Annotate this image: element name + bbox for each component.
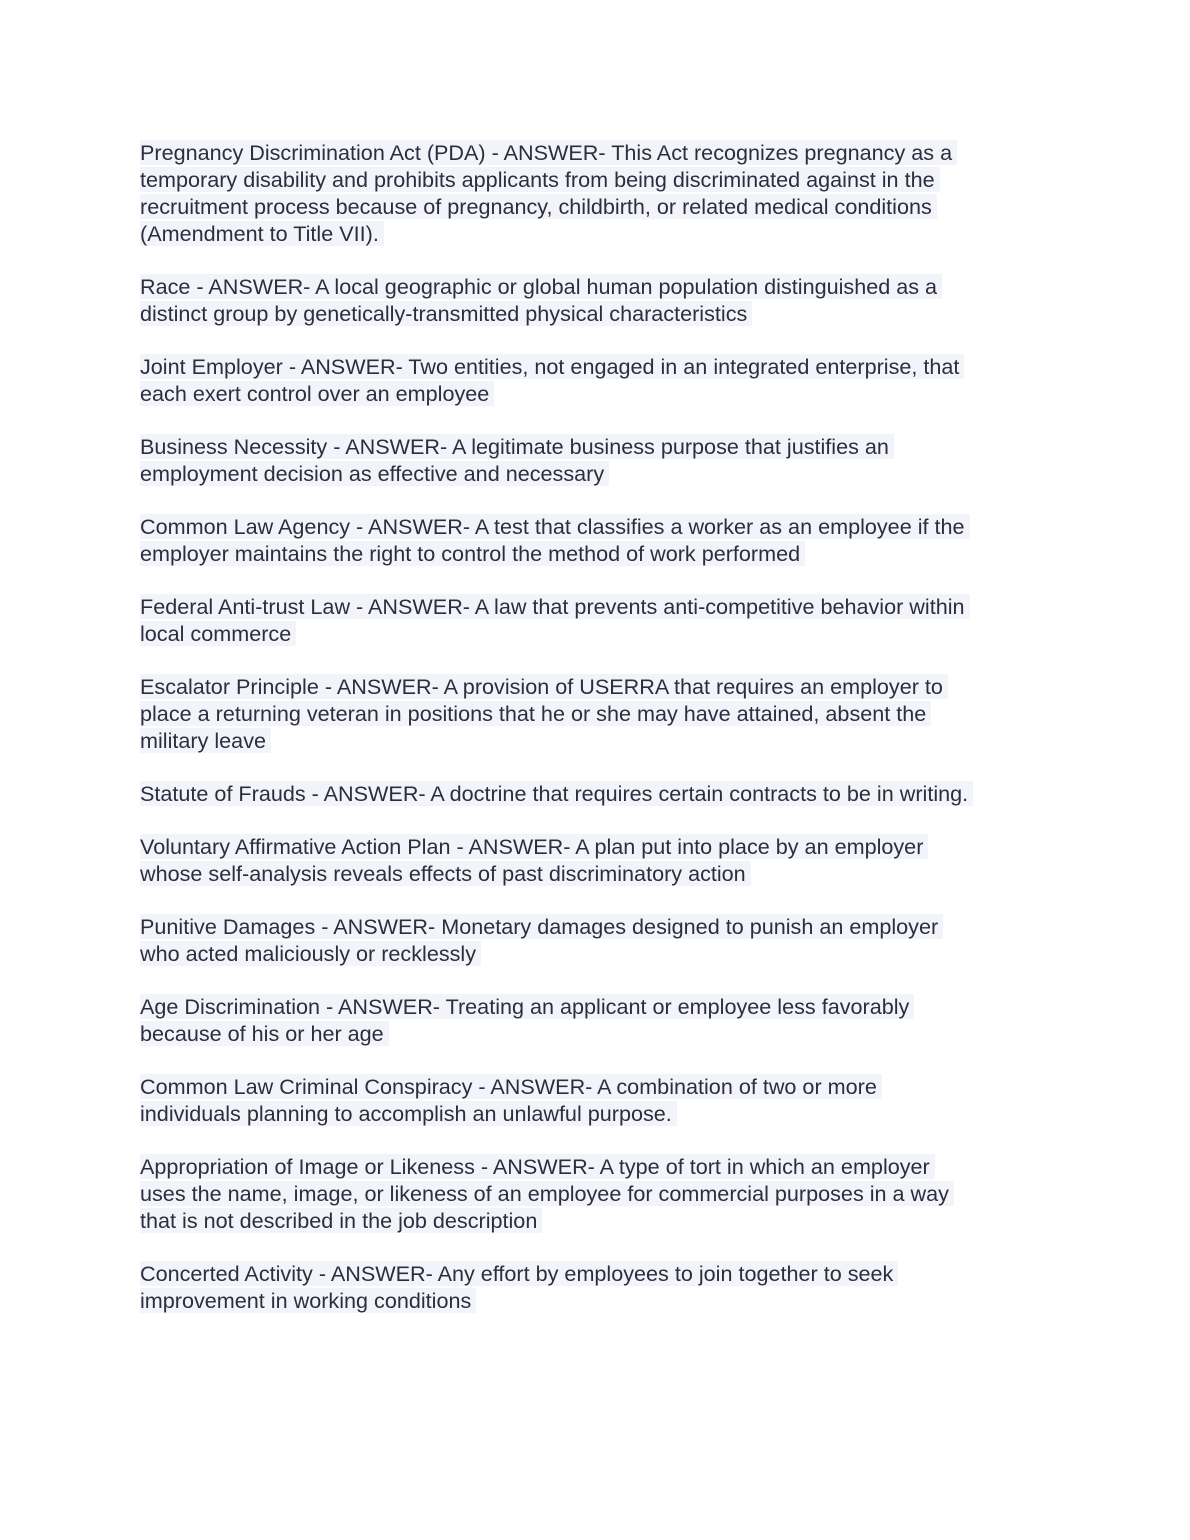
entry-line: Federal Anti-trust Law - ANSWER- A law that prevents anti-competitive behavior within — [140, 593, 1050, 620]
entry-line: Appropriation of Image or Likeness - ANSWER- A type of tort in which an employer — [140, 1153, 1050, 1180]
entry-voluntary-affirmative-action-plan — [140, 833, 1050, 887]
entry-line: local commerce — [140, 620, 1050, 647]
entry-line: Age Discrimination - ANSWER- Treating an applicant or employee less favorably — [140, 993, 1050, 1020]
entry-escalator-principle — [140, 673, 1050, 754]
entry-line: place a returning veteran in positions that he or she may have attained, absent the — [140, 700, 1050, 727]
entry-line: Common Law Criminal Conspiracy - ANSWER- A combination of two or more — [140, 1073, 1050, 1100]
entry-line: Race - ANSWER- A local geographic or global human population distinguished as a — [140, 273, 1050, 300]
entry-punitive-damages — [140, 913, 1050, 967]
entry-line: employer maintains the right to control the method of work performed — [140, 540, 1050, 567]
entry-line: improvement in working conditions — [140, 1287, 1050, 1314]
entry-appropriation-of-image-or-likeness — [140, 1153, 1050, 1234]
entry-line: Statute of Frauds - ANSWER- A doctrine that requires certain contracts to be in writing. — [140, 780, 1050, 807]
entry-line: Voluntary Affirmative Action Plan - ANSWER- A plan put into place by an employer — [140, 833, 1050, 860]
entry-line: individuals planning to accomplish an unlawful purpose. — [140, 1100, 1050, 1127]
entry-line: whose self-analysis reveals effects of past discriminatory action — [140, 860, 1050, 887]
entry-line: uses the name, image, or likeness of an employee for commercial purposes in a way — [140, 1180, 1050, 1207]
entry-line: distinct group by genetically-transmitted physical characteristics — [140, 300, 1050, 327]
entry-line: military leave — [140, 727, 1050, 754]
entry-line: Joint Employer - ANSWER- Two entities, not engaged in an integrated enterprise, that — [140, 353, 1050, 380]
entry-line: each exert control over an employee — [140, 380, 1050, 407]
entry-race — [140, 273, 1050, 327]
entry-line: Escalator Principle - ANSWER- A provision of USERRA that requires an employer to — [140, 673, 1050, 700]
entry-line: Punitive Damages - ANSWER- Monetary damages designed to punish an employer — [140, 913, 1050, 940]
entry-line: that is not described in the job description — [140, 1207, 1050, 1234]
entry-joint-employer — [140, 353, 1050, 407]
entry-line: because of his or her age — [140, 1020, 1050, 1047]
entry-line: who acted maliciously or recklessly — [140, 940, 1050, 967]
entry-pregnancy-discrimination-act — [140, 139, 1050, 247]
entry-line: Common Law Agency - ANSWER- A test that classifies a worker as an employee if the — [140, 513, 1050, 540]
entry-common-law-criminal-conspiracy — [140, 1073, 1050, 1127]
entry-line: employment decision as effective and necessary — [140, 460, 1050, 487]
entry-statute-of-frauds — [140, 780, 1050, 807]
entry-line: Pregnancy Discrimination Act (PDA) - ANSWER- This Act recognizes pregnancy as a — [140, 139, 1050, 166]
entry-line: Business Necessity - ANSWER- A legitimate business purpose that justifies an — [140, 433, 1050, 460]
entry-federal-anti-trust-law — [140, 593, 1050, 647]
entry-line: Concerted Activity - ANSWER- Any effort by employees to join together to seek — [140, 1260, 1050, 1287]
entry-common-law-agency — [140, 513, 1050, 567]
entry-line: (Amendment to Title VII). — [140, 220, 1050, 247]
document-page — [140, 139, 1050, 1340]
entry-age-discrimination — [140, 993, 1050, 1047]
entry-line: temporary disability and prohibits applicants from being discriminated against in the — [140, 166, 1050, 193]
entry-concerted-activity — [140, 1260, 1050, 1314]
entry-business-necessity — [140, 433, 1050, 487]
entry-line: recruitment process because of pregnancy, childbirth, or related medical conditions — [140, 193, 1050, 220]
